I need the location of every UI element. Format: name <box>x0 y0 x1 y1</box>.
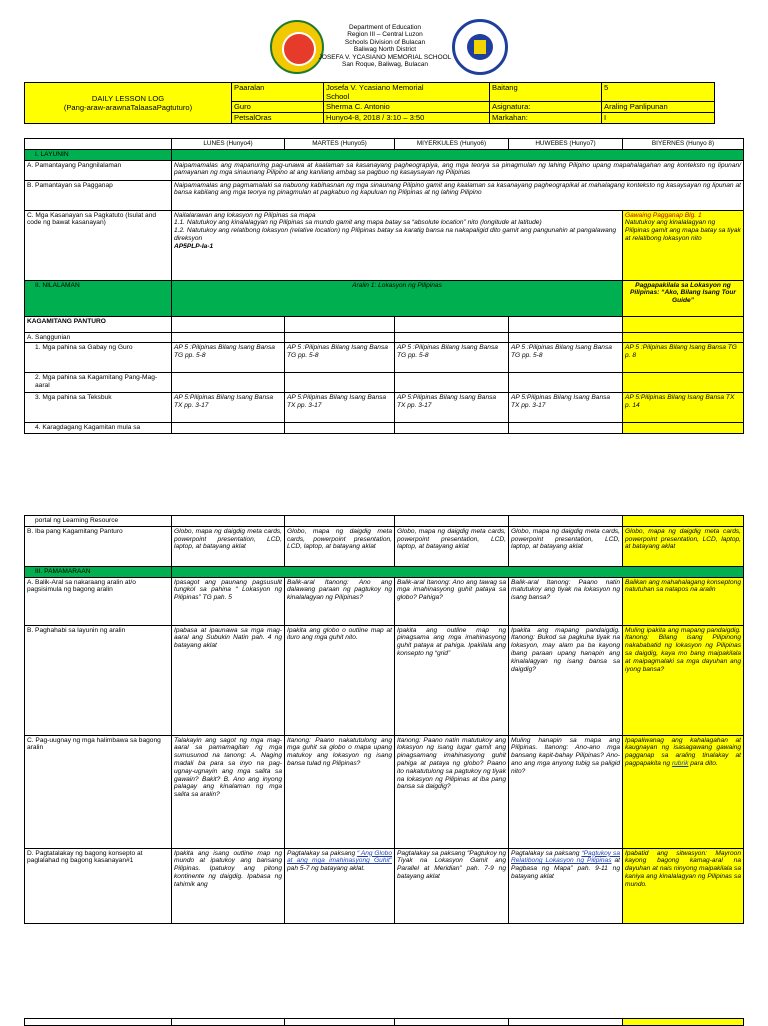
section-nilalaman: II. NILALAMAN <box>25 280 172 316</box>
examples-tuesday: Itanong: Paano nakatutulong ang mga guhit sa globo o mapa upang matukoy ang lokasyon ng isang bansa tulad ng Pilipinas? <box>285 735 395 848</box>
discussion-monday: Ipakita ang isang outline map ng mundo at ipatukoy ang bansang Pilipinas. Ipatukoy ang pitong kontinente ng daigdig. Ipabasa ng tahimik ang <box>172 848 285 923</box>
row-label: 2. Mga pahina sa Kagamitang Pang-Mag-aaral <box>25 373 172 393</box>
textbook-cell: AP 5:Pilipinas Bilang Isang Bansa TX pp. 3-17 <box>395 393 509 423</box>
letterhead-line: San Roque, Baliwag, Bulacan <box>341 61 428 69</box>
textbook-cell-friday: AP 5:Pilipinas Bilang Isang Bansa TX p. 14 <box>623 393 744 423</box>
content-standard: Naipamamalas ang mapanuring pag-unawa at kaalaman sa kasanayang pagheograpiya, ang mga teorya sa pinagmulan ng lahing Pilipino upang mapahalagahan ang konteksto ng lipunan/ pamayanan ng mga sinaunang Pilipino at ang kanilang ambag sa pagbuo ng kasaysayan ng Pilipinas <box>172 160 744 180</box>
competencies-friday: Gawaing Pagganap Blg. 1 Natutukoy ang kinalalagyan ng Pilipinas gamit ang mapa batay sa tiyak at relatibong lokasyon nito <box>623 210 744 280</box>
reference-cell: AP 5 :Pilipinas Bilang Isang Bansa TG pp. 5-8 <box>395 343 509 373</box>
quarter-value: I <box>602 113 715 124</box>
review-thursday: Balik-aral Itanong: Paano natin matutukoy ang tiyak na lokasyon ng isang bansa? <box>509 577 623 625</box>
row-label: 1. Mga pahina sa Gabay ng Guro <box>25 343 172 373</box>
row-label: A. Pamantayang Pangnilalaman <box>25 160 172 180</box>
lesson-title-friday: Pagpapakilala sa Lokasyon ng Pilipinas: “Ako, Bilang Isang Tour Guide” <box>623 280 744 316</box>
row-label: 4. Karagdagang Kagamitan mula sa <box>25 423 172 434</box>
day-header: BIYERNES (Hunyo 8) <box>623 139 744 150</box>
rubrik-link[interactable]: rubrik <box>671 759 689 767</box>
examples-monday: Talakayin ang sagot ng mga mag-aaral sa pamamagitan ng mga sumusunod na tanong: A. Naging madali ba para sa inyo na pag-ugnay-ugnayin ang mga salita sa gawain? Bakit? B. Ano ang inyong palagay ang kinalaman ng mga salita sa aralin? <box>172 735 285 848</box>
row-label: A. Balik-Aral sa nakaraang aralin at/o pagsisimula ng bagong aralin <box>25 577 172 625</box>
motive-tuesday: Ipakita ang globo o outline map at ituro ang mga guhit nito. <box>285 625 395 735</box>
date-value: Hunyo4-8, 2018 / 3:10 – 3:50 <box>324 113 490 124</box>
materials-cell: Globo, mapa ng daigdig meta cards, powerpoint presentation, LCD, laptop, at batayang aklat <box>172 526 285 566</box>
letterhead-line: Baliwag North District <box>353 46 417 54</box>
textbook-cell: AP 5:Pilipinas Bilang Isang Bansa TX pp. 3-17 <box>172 393 285 423</box>
reference-cell: AP 5 :Pilipinas Bilang Isang Bansa TG pp. 5-8 <box>285 343 395 373</box>
day-header: MIYERKULES (Hunyo6) <box>395 139 509 150</box>
examples-wednesday: Itanong: Paano natin matutukoy ang lokasyon ng isang lugar gamit ang pinagsamang imahinasyong guhit pahiga at pataya ng globo? Paano ito nakatutulong sa pagtukoy ng tiyak na lokasyon ng Pilipinas at iba pang bansa sa daigdig? <box>395 735 509 848</box>
dll-title: DAILY LESSON LOG <box>91 94 165 103</box>
page-1 <box>0 0 768 455</box>
letterhead-line: JOSEFA V. YCASIANO MEMORIAL SCHOOL <box>318 53 452 61</box>
section-kagamitan: KAGAMITANG PANTURO <box>25 316 172 332</box>
school-value: Josefa V. Ycasiano Memorial School <box>324 83 490 102</box>
row-label: A. Sanggunian <box>25 332 172 343</box>
lesson-table-page-2 <box>24 515 744 924</box>
competencies: Nailalarawan ang lokasyon ng Pilipinas sa mapa 1.1. Natutukoy ang kinalalagyan ng Pilipinas sa mundo gamit ang mapa batay sa “absolute location” nito (longitude at latitude) 1.2. Natutukoy ang relatibong lokasyon (relative location) ng Pilipinas batay sa karatig bansa na nakapaligid dito gamit ang pangunahin at pangalawang direksyon AP5PLP-Ia-1 <box>172 210 623 280</box>
row-label: C. Pag-uugnay ng mga halimbawa sa bagong aralin <box>25 735 172 848</box>
row-label: 3. Mga pahina sa Teksbuk <box>25 393 172 423</box>
letterhead-line: Region III – Central Luzon <box>347 31 423 39</box>
review-monday: Ipasagot ang paunang pagsusulit tungkol sa pahina “ Lokasyon ng Pilipinas” TG pah. 5 <box>172 577 285 625</box>
letterhead-line: Department of Education <box>349 24 421 31</box>
row-label: D. Pagtatalakay ng bagong konsepto at paglalahad ng bagong kasanayan#1 <box>25 848 172 923</box>
lesson-table-page-1 <box>24 138 744 434</box>
lesson-title: Aralin 1: Lokasyon ng Pilipinas <box>172 280 623 316</box>
date-label: PetsalOras <box>232 113 324 124</box>
materials-cell: Globo, mapa ng daigdig meta cards, powerpoint presentation, LCD, laptop, at batayang aklat <box>509 526 623 566</box>
reference-cell-friday: AP 5 :Pilipinas Bilang Isang Bansa TG p. 8 <box>623 343 744 373</box>
motive-thursday: Ipakita ang mapang pandaigdig. Itanong: Bukod sa pagkuha tiyak na lokasyon, may alam pa ba kayong ibang paraan upang hanapin ang kinalalagyan ng isang bansa sa daigdig? <box>509 625 623 735</box>
day-header: MARTES (Hunyo5) <box>285 139 395 150</box>
subject-value: Araling Panlipunan <box>602 102 715 113</box>
info-table <box>24 82 715 124</box>
lesson-table-page-3 <box>24 1018 744 1026</box>
teacher-value: Sherma C. Antonio <box>324 102 490 113</box>
subject-label: Asignatura: <box>490 102 602 113</box>
motive-friday: Muling ipakita ang mapang pandaigdig. Itanong: Bilang isang Pilipinong nakababatid ng lokasyon ng Pilipinas sa daigdig, kaya mo bang maipakilala at maipagmalaki sa mga dayuhan ang iyong bansa? <box>623 625 744 735</box>
performance-standard: Naipamamalas ang pagmamalaki sa nabuong kabihasnan ng mga sinaunang Pilipino gamit ang kaalaman sa kasanayang pagheograpikal at mahalagang konteksto ng kasaysayan ng lipunan at bansa kabilang ang mga teorya ng pinagmulan at pagkabuo ng kapuluan ng Pilipinas at ng lahing Pilipino <box>172 180 744 210</box>
grade-label: Baitang <box>490 83 602 102</box>
reference-cell: AP 5 :Pilipinas Bilang Isang Bansa TG pp. 5-8 <box>172 343 285 373</box>
row-label: portal ng Learning Resource <box>25 516 172 527</box>
review-friday: Balikan ang mahahalagang konseptong natutuhan sa natapos na aralin <box>623 577 744 625</box>
teacher-label: Guro <box>232 102 324 113</box>
school-label: Paaralan <box>232 83 324 102</box>
discussion-tuesday: Pagtalakay sa paksang “ Ang Globo at ang mga imahinasyong Guhit” pah 5-7 ng batayang aklat. <box>285 848 395 923</box>
row-label: B. Pamantayan sa Pagganap <box>25 180 172 210</box>
textbook-cell: AP 5:Pilipinas Bilang Isang Bansa TX pp. 3-17 <box>509 393 623 423</box>
motive-wednesday: Ipakita ang outline map ng pinagsama ang mga imahinasyong guhit pataya at pahiga. Ipakilala ang konsepto ng “grid” <box>395 625 509 735</box>
examples-friday: Ipapaliwanag ang kahalagahan at kaugnayan ng isasagawang gawaing pagganap sa araling tinalakay at pagpapakita ng rubrik para dito. <box>623 735 744 848</box>
dll-title-cell <box>25 83 232 124</box>
day-header: LUNES (Hunyo4) <box>172 139 285 150</box>
row-label: C. Mga Kasanayan sa Pagkatuto (Isulat and code ng bawat kasanayan) <box>25 210 172 280</box>
dll-subtitle: (Pang-araw-arawnaTalaasaPagtuturo) <box>63 103 193 112</box>
materials-cell: Globo, mapa ng daigdig meta cards, powerpoint presentation, LCD, laptop, at batayang aklat <box>395 526 509 566</box>
review-wednesday: Balik-aral Itanong: Ano ang tawag sa mga imahinasyong guhit pataya sa globo? Pahiga? <box>395 577 509 625</box>
examples-thursday: Muling hanapin sa mapa ang Pilipinas. Itanong: Ano-ano mga bansang kapit-bahay Pilipinas? Ano-ano ang mga anyong tubig sa paligid nito? <box>509 735 623 848</box>
materials-cell-friday: Globo, mapa ng daigdig meta cards, powerpoint presentation, LCD, laptop, at batayang aklat <box>623 526 744 566</box>
letterhead <box>250 24 520 68</box>
row-label: B. Paghahabi sa layunin ng aralin <box>25 625 172 735</box>
materials-cell: Globo, mapa ng daigdig meta cards, powerpoint presentation, LCD, laptop, at batayang aklat <box>285 526 395 566</box>
discussion-friday: Ipabatid ang sitwasyon: Mayroon kayong bagong kamag-aral na dayuhan at nais ninyong maipakilala sa kaniya ang kinalalagyan ng Pilipinas sa mundo. <box>623 848 744 923</box>
reference-cell: AP 5 :Pilipinas Bilang Isang Bansa TG pp. 5-8 <box>509 343 623 373</box>
row-label: B. Iba pang Kagamitang Panturo <box>25 526 172 566</box>
review-tuesday: Balik-aral Itanong: Ano ang dalawang paraan ng pagtukoy ng kinalalagyan ng Pilipinas? <box>285 577 395 625</box>
section-pamamaraan: III. PAMAMARAAN <box>25 566 172 577</box>
grade-value: 5 <box>602 83 715 102</box>
topic-link[interactable]: “Pagtukoy sa Relatibong Lokasyon ng Pilipinas <box>511 849 620 865</box>
textbook-cell: AP 5:Pilipinas Bilang Isang Bansa TX pp. 3-17 <box>285 393 395 423</box>
quarter-label: Markahan: <box>490 113 602 124</box>
discussion-wednesday: Pagtalakay sa paksang “Pagtukoy ng Tiyak na Lokasyon Gamit ang Parallel at Meridian” pah. 7-9 ng batayang aklat <box>395 848 509 923</box>
letterhead-line: Schools Division of Bulacan <box>344 38 426 46</box>
section-layunin: I. LAYUNIN <box>25 149 172 160</box>
motive-monday: Ipabasa at ipaunawa sa mga mag-aaral ang Subukin Natin pah. 4 ng batayang aklat <box>172 625 285 735</box>
day-header: HUWEBES (Hunyo7) <box>509 139 623 150</box>
topic-link[interactable]: “ Ang Globo at ang mga imahinasyong Guhit” <box>287 849 393 865</box>
discussion-thursday: Pagtalakay sa paksang “Pagtukoy sa Relatibong Lokasyon ng Pilipinas at Pagbasa ng Mapa” pah. 9-11 ng batayang aklat <box>509 848 623 923</box>
